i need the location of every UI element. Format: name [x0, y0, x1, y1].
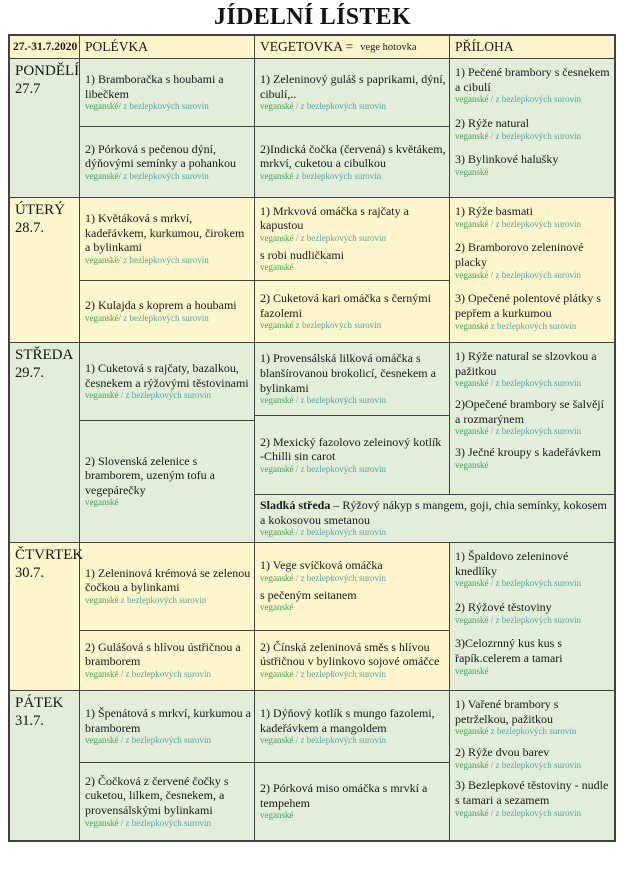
vegan-tag: veganské: [455, 459, 489, 470]
vegan-tag: veganské: [260, 101, 294, 112]
vegan-tag: veganské: [85, 497, 119, 508]
vegan-tag: veganské: [85, 595, 119, 606]
day-cell: [10, 543, 84, 690]
dish-tags: [260, 233, 446, 245]
glutenfree-tag: z bezlepkových surovin: [123, 312, 209, 323]
dish-tags: [455, 321, 611, 333]
vegan-tag: veganské: [260, 527, 294, 538]
dish-subtext: s pečeným seitanem: [260, 587, 357, 602]
dish-text: 1) Zeleninová krémová se zelenou čočkou a bylinkami: [85, 565, 251, 595]
glutenfree-tag: / z bezlepkových surovin: [295, 463, 386, 474]
dish-tags: [455, 378, 611, 390]
glutenfree-tag: / z bezlepkových surovin: [490, 614, 581, 625]
vegan-tag: veganské: [455, 665, 489, 676]
day-row-friday: [10, 691, 614, 840]
day-name: PONDĚLÍ: [15, 63, 80, 79]
dish-tags: [455, 666, 611, 678]
dish-text: 2) Gulášová s hlívou ústřičnou a bramborem: [85, 639, 241, 669]
sweet-label: Sladká středa: [260, 498, 331, 512]
vege-column: [255, 343, 450, 494]
dish-tags: [455, 167, 611, 179]
dish-text: 2) Bramborovo zeleninové placky: [455, 240, 584, 269]
glutenfree-tag: / z bezlepkových surovin: [295, 395, 386, 406]
vegan-tag: veganské: [455, 578, 489, 589]
vegan-tag: veganské: [455, 94, 489, 105]
dish-text: 1) Pečené brambory s česnekem a cibulí: [455, 65, 610, 94]
vegan-tag: veganské/: [85, 170, 121, 181]
glutenfree-tag: / z bezlepkových surovin: [120, 669, 211, 680]
glutenfree-tag: / z bezlepkových surovin: [120, 735, 211, 746]
dish-tags: [85, 390, 251, 402]
vegan-tag: veganské: [455, 166, 489, 177]
vegan-tag: veganské: [260, 810, 294, 821]
glutenfree-tag: / z bezlepkových surovin: [490, 807, 581, 818]
priloha-item: [455, 549, 611, 590]
dish-cell: [80, 421, 254, 542]
vegan-tag: veganské: [455, 614, 489, 625]
date-range: 27.-31.7.2020: [10, 36, 80, 58]
glutenfree-tag: / z bezlepkových surovin: [490, 94, 581, 105]
vegetovka-note: vege hotovka: [360, 41, 417, 53]
dish-text: 3) Bezlepkové těstoviny - nudle s tamari a sezamem: [455, 778, 609, 807]
dish-text: 1) Vařené brambory s petrželkou, pažitkou: [455, 697, 559, 726]
vegan-tag: veganské: [85, 669, 119, 680]
dish-text: 1) Mrkvová omáčka s rajčaty a kapustou: [260, 203, 409, 233]
dish-tags: [455, 578, 611, 590]
dish-text: 1) Cuketová s rajčaty, bazalkou, česnekem a rýžovými těstovinami: [85, 360, 249, 390]
priloha-cell: [450, 59, 614, 197]
day-date: 27.7: [15, 81, 41, 97]
dish-tags: [455, 808, 611, 820]
dish-subtext: s robi nudličkami: [260, 247, 344, 262]
dish-tags: [85, 497, 251, 509]
vegan-tag: veganské: [260, 262, 294, 273]
vegan-tag: veganské: [455, 726, 489, 737]
glutenfree-tag: z bezlepkových surovin: [295, 320, 382, 331]
vegan-tag: veganské: [455, 378, 489, 389]
dish-text: 2) Cuketová kari omáčka s černými fazolemi: [260, 290, 431, 320]
dish-tags: [260, 101, 446, 113]
dish-cell: [255, 281, 449, 342]
dish-text: 1) Rýže natural se slzovkou a pažitkou: [455, 349, 597, 378]
dish-tags: [260, 602, 446, 614]
dish-tags: [260, 573, 446, 585]
vegan-tag: veganské/: [85, 255, 121, 266]
glutenfree-tag: / z bezlepkových surovin: [295, 233, 386, 244]
header-row: [10, 36, 614, 59]
dish-cell: [255, 59, 449, 127]
dish-cell: [255, 127, 449, 197]
dish-tags: [85, 669, 251, 681]
menu-table: [8, 34, 616, 842]
dish-tags: [260, 735, 446, 747]
priloha-item: [455, 745, 611, 771]
dish-text: 1) Rýže basmati: [455, 204, 533, 218]
vegan-tag: veganské: [260, 602, 294, 613]
dish-cell: [80, 631, 254, 690]
glutenfree-tag: z bezlepkových surovin: [490, 320, 577, 331]
glutenfree-tag: / z bezlepkových surovin: [490, 759, 581, 770]
day-cell: [10, 691, 80, 840]
priloha-item: [455, 397, 611, 438]
day-row-thursday: [10, 543, 614, 691]
day-date: 30.7.: [15, 565, 44, 581]
dish-text: 1) Bramboračka s houbami a libečkem: [85, 72, 224, 101]
glutenfree-tag: / z bezlepkových surovin: [490, 218, 581, 229]
priloha-item: [455, 65, 611, 106]
soup-column: [80, 198, 255, 342]
dish-text: 2) Slovenská zelenice s bramborem, uzeným tofu a vegepárečky: [85, 453, 215, 497]
dish-text: 2) Rýže dvou barev: [455, 744, 550, 759]
glutenfree-tag: / z bezlepkových surovin: [295, 735, 386, 746]
column-header-vegetovka: [255, 36, 450, 58]
dish-text: 2) Pórková s pečenou dýní, dýňovými semínky a pohankou: [85, 141, 236, 171]
soup-column: [80, 543, 255, 690]
dish-cell: [80, 198, 254, 281]
dish-tags: [85, 818, 251, 830]
vegan-tag: veganské: [455, 759, 489, 770]
dish-text: 2) Rýžové těstoviny: [455, 599, 552, 614]
glutenfree-tag: z bezlepkových surovin: [120, 595, 207, 606]
dish-tags: [85, 735, 251, 747]
glutenfree-tag: / z bezlepkových surovin: [295, 101, 386, 112]
column-header-priloha: PŘÍLOHA: [455, 39, 514, 54]
dish-text: 2) Kulajda s koprem a houbami: [85, 298, 237, 313]
soup-column: [80, 59, 255, 197]
priloha-item: [455, 291, 611, 332]
dish-text: 2)Indická čočka (červená) s květákem, mrkví, cuketou a cibulkou: [260, 141, 446, 171]
dish-cell: [80, 281, 254, 342]
vegan-tag: veganské: [260, 573, 294, 584]
dish-tags: [260, 464, 446, 476]
dish-tags: [85, 255, 251, 267]
soup-column: [80, 343, 255, 542]
dish-tags: [455, 94, 611, 106]
vegan-tag: veganské: [260, 735, 294, 746]
vege-column: [255, 198, 450, 342]
dish-cell: [80, 127, 254, 197]
dish-cell: [80, 763, 254, 840]
dish-tags: [455, 460, 611, 472]
dish-tags: [260, 527, 610, 539]
soup-column: [80, 691, 255, 840]
vegan-tag: veganské: [455, 426, 489, 437]
vegan-tag: veganské: [260, 463, 294, 474]
day-name: ČTVRTEK: [15, 547, 84, 563]
priloha-item: [455, 778, 611, 819]
dish-cell: [255, 631, 449, 690]
day-cell: [10, 59, 80, 197]
vegan-tag: veganské: [455, 807, 489, 818]
priloha-cell: [450, 343, 614, 494]
day-date: 28.7.: [15, 220, 44, 236]
day-row-wednesday: [10, 343, 614, 543]
priloha-item: [455, 600, 611, 626]
dish-tags: [85, 171, 251, 183]
glutenfree-tag: / z bezlepkových surovin: [295, 669, 386, 680]
glutenfree-tag: / z bezlepkových surovin: [120, 390, 211, 401]
glutenfree-tag: / z bezlepkových surovin: [490, 269, 581, 280]
dish-text: 1) Zeleninový guláš s paprikami, dýní, cibulí,..: [260, 72, 446, 101]
vegan-tag: veganské: [260, 170, 294, 181]
dish-text: 3) Bylinkové halušky: [455, 152, 559, 167]
vege-column: [255, 543, 450, 690]
day-row-monday: [10, 59, 614, 198]
day-date: 31.7.: [15, 713, 44, 729]
dish-text: 2) Čočková z červené čočky s cuketou, lilkem, česnekem, a provensálskými bylinkami: [85, 773, 229, 817]
priloha-item: [455, 116, 611, 142]
vege-priloha-area: [255, 343, 614, 542]
dish-cell: [80, 691, 254, 763]
dish-tags: [455, 760, 611, 772]
dish-text: 2) Rýže natural: [455, 115, 529, 130]
vegan-tag: veganské: [85, 390, 119, 401]
glutenfree-tag: / z bezlepkových surovin: [490, 130, 581, 141]
dish-text: 3)Celozrnný kus kus s řapík.celerem a tamari: [455, 636, 563, 665]
day-date: 29.7.: [15, 365, 44, 381]
dish-text: 1) Špenátová s mrkví, kurkumou a bramborem: [85, 705, 251, 735]
priloha-item: [455, 240, 611, 281]
day-name: PÁTEK: [15, 695, 64, 711]
dish-tags: [260, 395, 446, 407]
day-name: ÚTERÝ: [15, 202, 65, 218]
glutenfree-tag: / z bezlepkových surovin: [295, 527, 386, 538]
priloha-cell: [450, 198, 614, 342]
glutenfree-tag: z bezlepkových surovin: [490, 726, 577, 737]
priloha-item: [455, 697, 611, 738]
dish-text: 2)Opečené brambory se šalvějí a rozmarýnem: [455, 396, 604, 426]
vegan-tag: veganské: [455, 320, 489, 331]
vegan-tag: veganské/: [85, 101, 121, 112]
dish-tags: [85, 313, 251, 325]
dish-cell: [255, 416, 449, 494]
page-title: JÍDELNÍ LÍSTEK: [214, 4, 411, 30]
dish-text: 1) Provensálská lilková omáčka s blanšírovanou brokolicí, česnekem a bylinkami: [260, 351, 436, 395]
glutenfree-tag: / z bezlepkových surovin: [120, 817, 211, 828]
vegan-tag: veganské: [85, 735, 119, 746]
dish-cell: [255, 198, 449, 281]
dish-text: 1) Dýňový kotlík s mungo fazolemi, kadeřávkem a mangoldem: [260, 705, 435, 735]
day-row-tuesday: [10, 198, 614, 343]
dish-tags: [455, 131, 611, 143]
glutenfree-tag: / z bezlepkových surovin: [490, 426, 581, 437]
day-cell: [10, 198, 80, 342]
dish-cell: [80, 343, 254, 421]
priloha-cell: [450, 543, 614, 690]
dish-text: 1) Vege svíčková omáčka: [260, 558, 383, 573]
dish-tags: [260, 171, 446, 183]
vegan-tag: veganské: [260, 320, 294, 331]
vegan-tag: veganské: [260, 395, 294, 406]
dish-text: 1) Květáková s mrkví, kadeřávkem, kurkumou, čirokem a bylinkami: [85, 211, 245, 255]
dish-cell: [255, 543, 449, 631]
day-cell: [10, 343, 80, 542]
sweet-text: – Rýžový nákyp s mangem, goji, chia semínky, kokosem a kokosovou smetanou: [260, 498, 607, 527]
dish-text: 2) Čínská zeleninová směs s hlívou ústřičnou v bylinkovo sojové omáčce: [260, 639, 440, 669]
dish-cell: [80, 543, 254, 631]
dish-text: 2) Mexický fazolovo zeleinový kotlík -Chilli sin carot: [260, 434, 442, 464]
dish-tags: [85, 595, 251, 607]
glutenfree-tag: z bezlepkových surovin: [295, 170, 382, 181]
vegan-tag: veganské: [85, 817, 119, 828]
dish-tags: [260, 810, 446, 822]
glutenfree-tag: z bezlepkových surovin: [123, 101, 209, 112]
vegan-tag: veganské: [455, 218, 489, 229]
dish-cell: [80, 59, 254, 127]
dish-tags: [455, 615, 611, 627]
vegan-tag: veganské: [455, 269, 489, 280]
column-header-polevka: POLÉVKA: [80, 36, 255, 58]
day-name: STŘEDA: [15, 347, 74, 363]
sweet-wednesday: [255, 495, 614, 542]
dish-tags: [260, 669, 446, 681]
dish-tags: [260, 262, 446, 274]
vegan-tag: veganské/: [85, 312, 121, 323]
priloha-cell: [450, 691, 614, 840]
glutenfree-tag: z bezlepkových surovin: [123, 255, 209, 266]
dish-text: 3) Ječné kroupy s kadeřávkem: [455, 444, 601, 459]
dish-tags: [260, 320, 446, 332]
glutenfree-tag: / z bezlepkových surovin: [490, 378, 581, 389]
vegetovka-label: VEGETOVKA =: [260, 39, 354, 54]
dish-tags: [455, 426, 611, 438]
vegan-tag: veganské: [260, 669, 294, 680]
glutenfree-tag: / z bezlepkových surovin: [295, 573, 386, 584]
dish-tags: [455, 270, 611, 282]
priloha-item: [455, 636, 611, 677]
priloha-item: [455, 152, 611, 178]
priloha-item: [455, 204, 611, 230]
vege-column: [255, 691, 450, 840]
dish-tags: [455, 219, 611, 231]
dish-tags: [85, 101, 251, 113]
dish-tags: [455, 726, 611, 738]
vege-column: [255, 59, 450, 197]
dish-text: 3) Opečené polentové plátky s pepřem a kurkumou: [455, 291, 601, 320]
vegan-tag: veganské: [455, 130, 489, 141]
dish-cell: [255, 343, 449, 416]
dish-text: 1) Špaldovo zeleninové knedlíky: [455, 549, 569, 578]
glutenfree-tag: / z bezlepkových surovin: [490, 578, 581, 589]
priloha-item: [455, 445, 611, 471]
priloha-item: [455, 349, 611, 390]
glutenfree-tag: z bezlepkových surovin: [123, 170, 209, 181]
dish-cell: [255, 691, 449, 763]
vegan-tag: veganské: [260, 233, 294, 244]
dish-text: 2) Pórková miso omáčka s mrvkí a tempehem: [260, 780, 428, 810]
dish-cell: [255, 763, 449, 840]
